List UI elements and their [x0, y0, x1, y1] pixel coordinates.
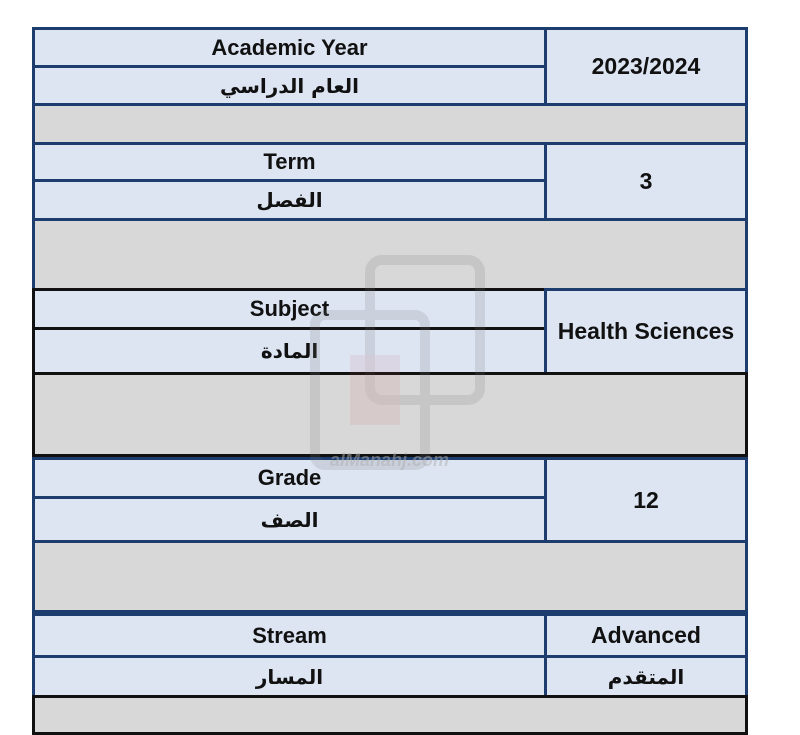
term-label-en: Term	[32, 142, 547, 182]
term-label-ar: الفصل	[32, 179, 547, 221]
subject-value: Health Sciences	[544, 288, 748, 375]
term-value: 3	[544, 142, 748, 221]
academic-year-value: 2023/2024	[544, 27, 748, 106]
subject-label-ar: المادة	[32, 327, 547, 375]
spacer-row	[32, 372, 748, 457]
info-table	[32, 27, 748, 734]
subject-label-en: Subject	[32, 288, 547, 330]
spacer-row	[32, 540, 748, 613]
grade-label-en: Grade	[32, 457, 547, 499]
watermark-text: alManahj.com	[330, 450, 450, 470]
spacer-row	[32, 695, 748, 735]
stream-label-en: Stream	[32, 613, 547, 658]
academic-year-label-en: Academic Year	[32, 27, 547, 68]
academic-year-label-ar: العام الدراسي	[32, 65, 547, 106]
grade-label-ar: الصف	[32, 496, 547, 543]
stream-label-ar: المسار	[32, 655, 547, 698]
stream-value-ar: المتقدم	[544, 655, 748, 698]
spacer-row	[32, 103, 748, 145]
spacer-row	[32, 218, 748, 291]
grade-value: 12	[544, 457, 748, 543]
stream-value-en: Advanced	[544, 613, 748, 658]
